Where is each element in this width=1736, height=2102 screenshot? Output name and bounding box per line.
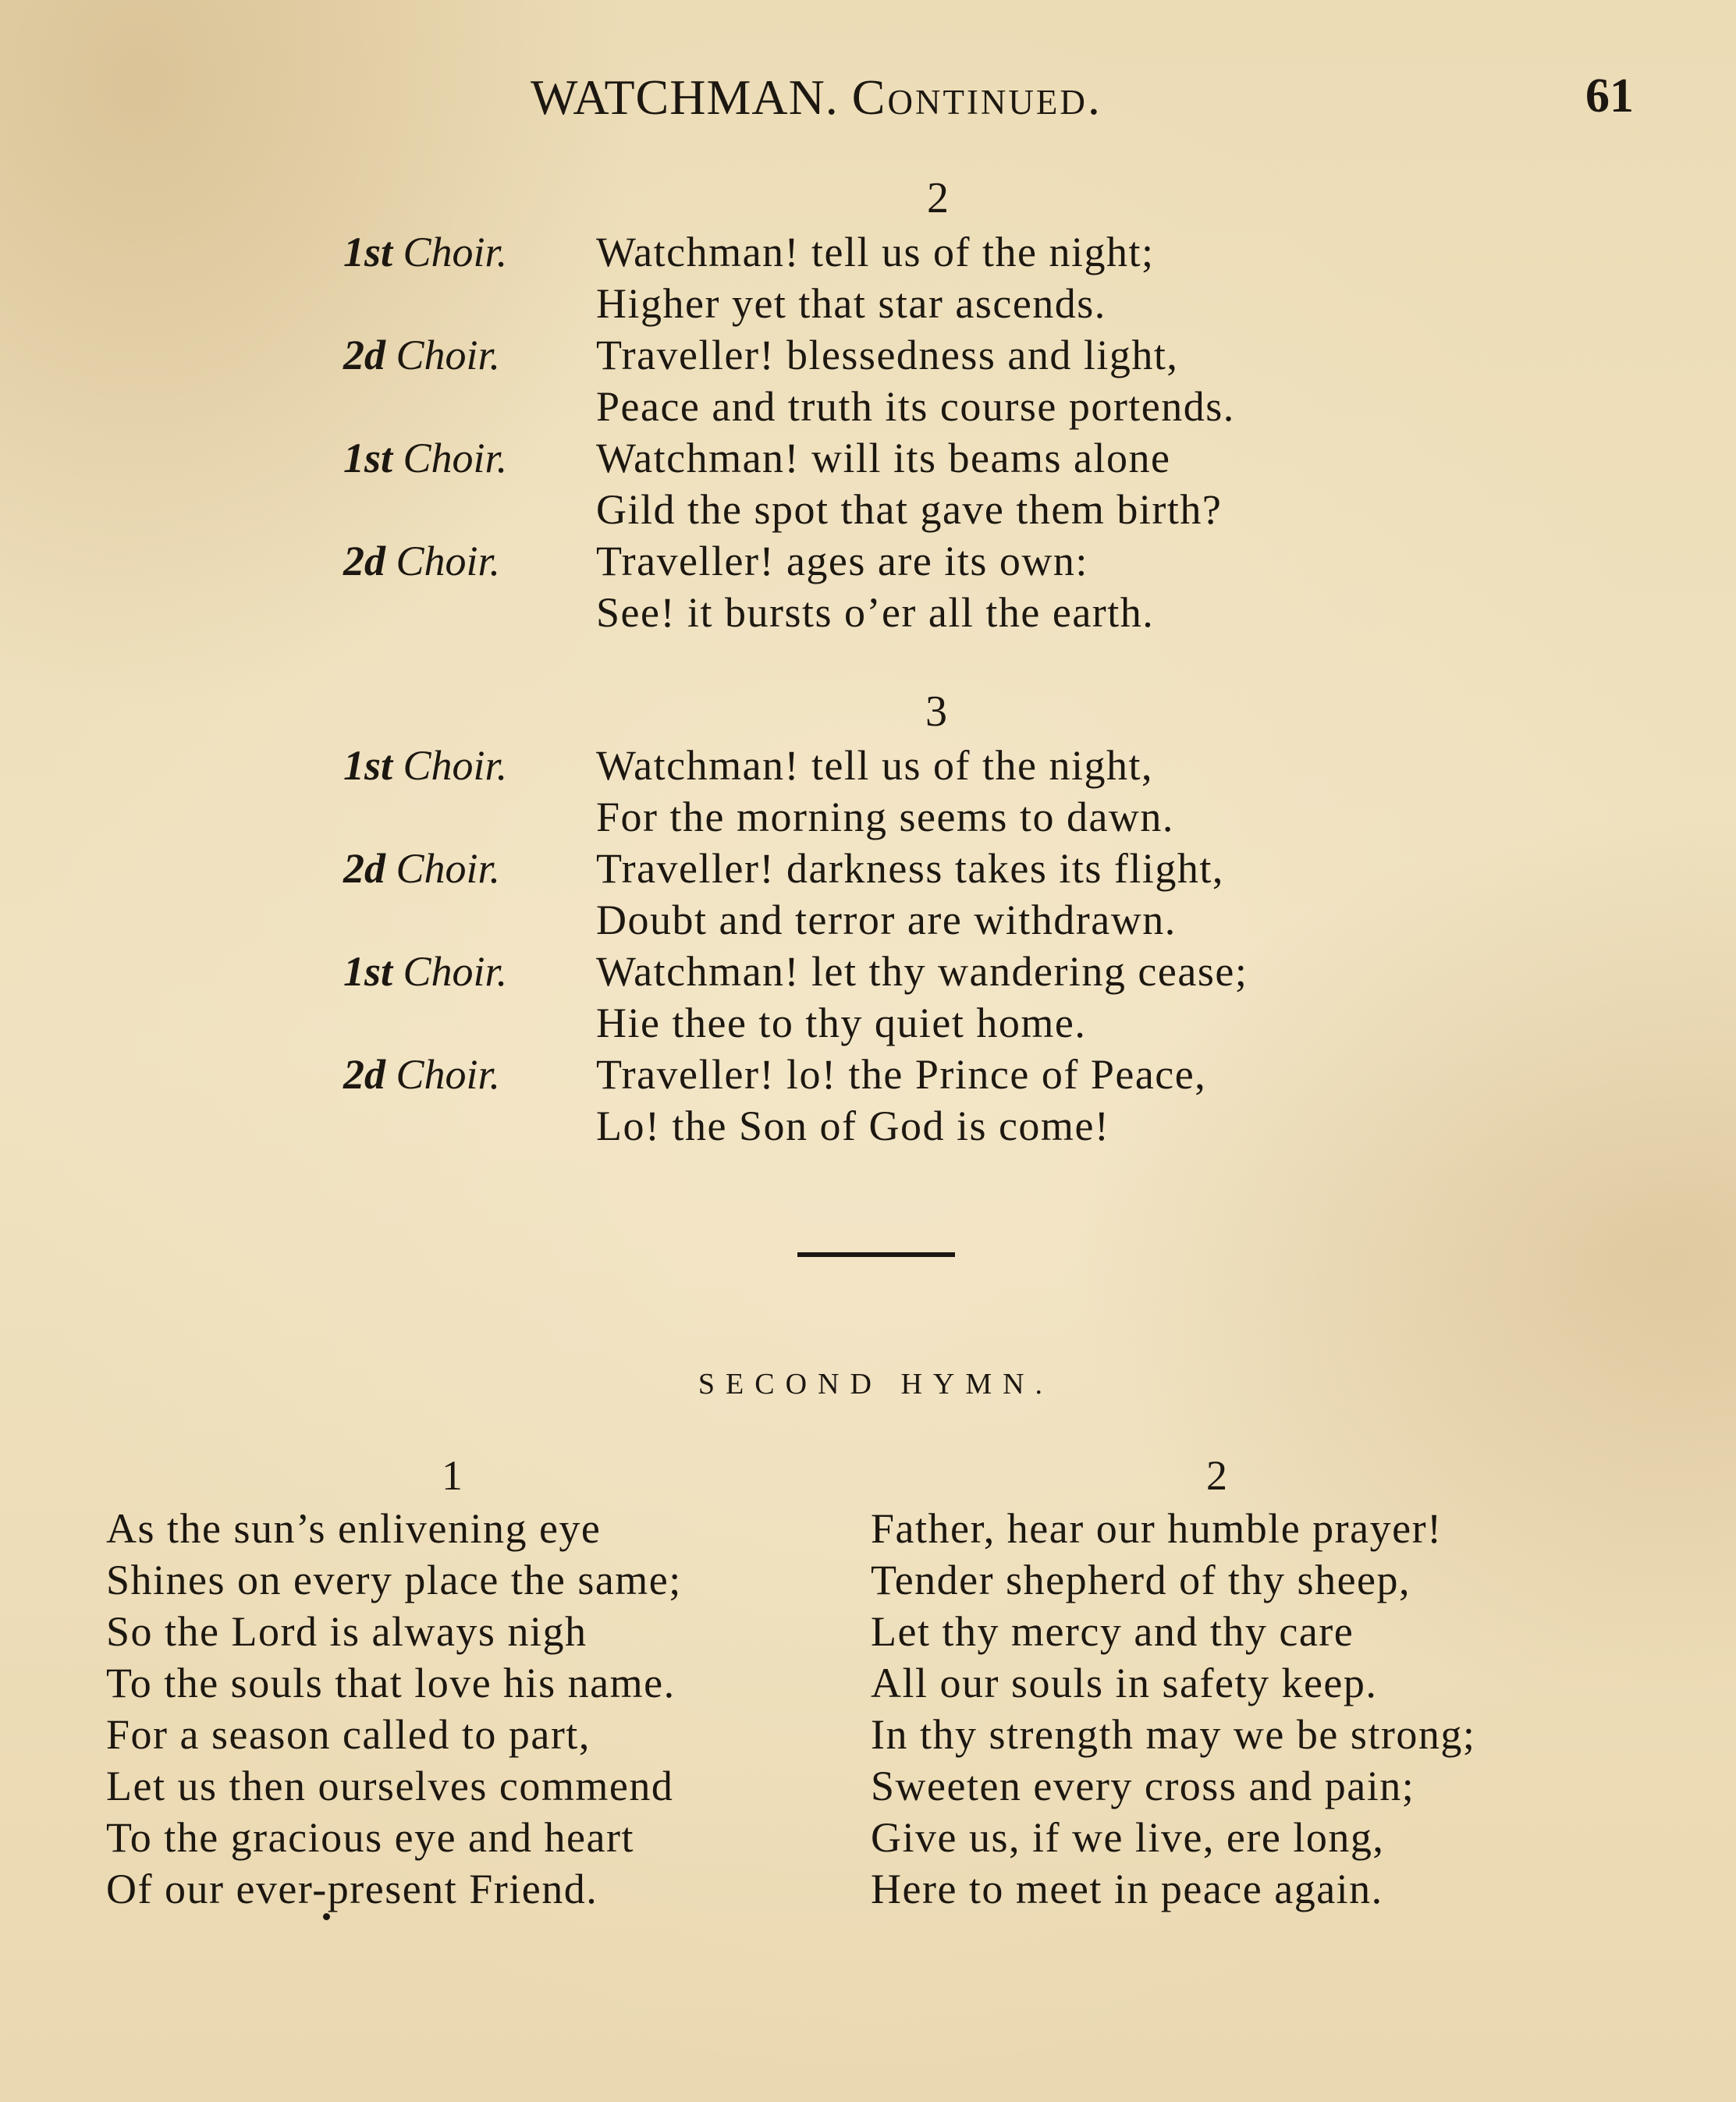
speaker-label	[343, 740, 577, 791]
running-header	[0, 69, 1736, 131]
verse-line: Hie thee to thy quiet home.	[596, 1000, 1087, 1046]
stanza-number: 1	[442, 1452, 463, 1499]
choir-ordinal: 2d	[343, 332, 385, 378]
section-divider-rule	[797, 1252, 955, 1257]
speaker-label	[343, 946, 577, 997]
verse-line: Sweeten every cross and pain;	[871, 1763, 1415, 1809]
second-hymn-stanza-2	[871, 1448, 1651, 1915]
choir-word: Choir.	[396, 538, 501, 584]
verse-row	[343, 535, 1514, 587]
verse-line: So the Lord is always nigh	[106, 1608, 588, 1655]
verse-line: Higher yet that star ascends.	[596, 280, 1106, 327]
verse-line: Tender shepherd of thy sheep,	[871, 1557, 1411, 1603]
choir-word: Choir.	[396, 845, 501, 892]
verse-line: As the sun’s enlivening eye	[106, 1505, 602, 1552]
watchman-stanza-2	[343, 226, 1514, 638]
verse-row	[343, 1049, 1514, 1100]
verse-row	[343, 1100, 1514, 1152]
choir-ordinal: 1st	[343, 435, 393, 481]
verse-row	[343, 278, 1514, 329]
choir-word: Choir.	[403, 948, 508, 995]
verse-row	[343, 997, 1514, 1049]
header-title-main: WATCHMAN.	[531, 69, 839, 125]
speaker-label	[343, 843, 577, 894]
choir-ordinal: 1st	[343, 948, 393, 995]
speaker-label	[343, 329, 577, 381]
verse-line: Doubt and terror are withdrawn.	[596, 897, 1177, 943]
verse-row	[343, 740, 1514, 791]
verse-line: See! it bursts o’er all the earth.	[596, 589, 1155, 636]
verse-line: Of our ever-present Friend.	[106, 1866, 598, 1912]
verse-row	[343, 432, 1514, 484]
verse-row	[343, 587, 1514, 638]
second-hymn-title-text: SECOND HYMN.	[698, 1368, 1054, 1401]
verse-line: Watchman! let thy wandering cease;	[596, 948, 1248, 995]
header-title	[531, 69, 1102, 126]
choir-word: Choir.	[403, 742, 508, 789]
verse-line: Let thy mercy and thy care	[871, 1608, 1354, 1655]
verse-line: For the morning seems to dawn.	[596, 794, 1174, 840]
ink-speck	[323, 1913, 330, 1920]
choir-word: Choir.	[396, 1051, 501, 1098]
verse-row	[343, 843, 1514, 894]
choir-word: Choir.	[396, 332, 501, 378]
verse-line: Traveller! ages are its own:	[596, 538, 1088, 584]
verse-line: Watchman! tell us of the night;	[596, 229, 1155, 275]
verse-line: Traveller! lo! the Prince of Peace,	[596, 1051, 1207, 1098]
page-number: 61	[1585, 69, 1634, 122]
watchman-stanza-3	[343, 740, 1514, 1152]
verse-line: Traveller! darkness takes its flight,	[596, 845, 1224, 892]
verse-row	[343, 226, 1514, 278]
verse-line: In thy strength may we be strong;	[871, 1711, 1476, 1758]
stanza-number: 3	[925, 687, 947, 736]
verse-line: Give us, if we live, ere long,	[871, 1814, 1385, 1861]
verse-line: Here to meet in peace again.	[871, 1866, 1383, 1912]
verse-row	[343, 484, 1514, 535]
speaker-label	[343, 432, 577, 484]
verse-line: Lo! the Son of God is come!	[596, 1102, 1110, 1149]
stanza-number: 2	[1206, 1452, 1227, 1499]
verse-row	[343, 946, 1514, 997]
second-hymn-stanza-1	[106, 1448, 886, 1915]
header-title-continued: Continued.	[851, 69, 1102, 125]
verse-row	[343, 329, 1514, 381]
verse-row	[343, 894, 1514, 946]
choir-ordinal: 1st	[343, 229, 393, 275]
verse-line: Shines on every place the same;	[106, 1557, 682, 1603]
verse-line: Watchman! will its beams alone	[596, 435, 1171, 481]
choir-word: Choir.	[403, 435, 508, 481]
verse-line: Father, hear our humble prayer!	[871, 1505, 1443, 1552]
stanza-number: 2	[927, 174, 949, 222]
speaker-label	[343, 1049, 577, 1100]
speaker-label	[343, 226, 577, 278]
choir-ordinal: 1st	[343, 742, 393, 789]
choir-word: Choir.	[403, 229, 508, 275]
choir-ordinal: 2d	[343, 538, 385, 584]
choir-ordinal: 2d	[343, 1051, 385, 1098]
speaker-label	[343, 535, 577, 587]
verse-row	[343, 791, 1514, 843]
verse-line: All our souls in safety keep.	[871, 1660, 1378, 1706]
verse-line: Let us then ourselves commend	[106, 1763, 674, 1809]
verse-line: To the souls that love his name.	[106, 1660, 676, 1706]
second-hymn-title	[0, 1367, 1736, 1401]
verse-line: For a season called to part,	[106, 1711, 591, 1758]
verse-line: Watchman! tell us of the night,	[596, 742, 1153, 789]
verse-line: Traveller! blessedness and light,	[596, 332, 1179, 378]
verse-line: To the gracious eye and heart	[106, 1814, 634, 1861]
verse-line: Peace and truth its course portends.	[596, 383, 1235, 430]
verse-line: Gild the spot that gave them birth?	[596, 486, 1223, 533]
choir-ordinal: 2d	[343, 845, 385, 892]
verse-row	[343, 381, 1514, 432]
